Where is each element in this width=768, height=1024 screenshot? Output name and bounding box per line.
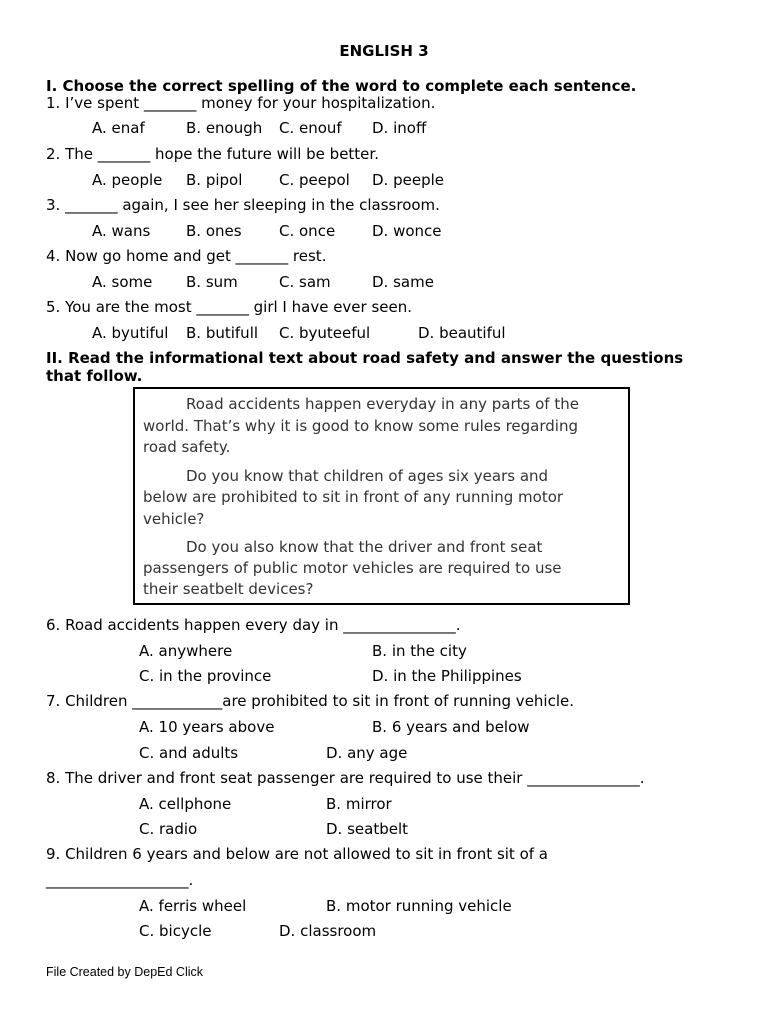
q6-option-b: B. in the city <box>372 642 467 660</box>
q9-answer-blank: ___________________. <box>46 871 194 889</box>
question-7: 7. Children ____________are prohibited to sit in front of running vehicle. <box>46 692 575 710</box>
q3-option-c: C. once <box>279 222 336 240</box>
q1-option-b: B. enough <box>186 119 263 137</box>
part2-heading-line2: that follow. <box>46 367 143 385</box>
question-3: 3. _______ again, I see her sleeping in the classroom. <box>46 196 440 214</box>
q9-option-a: A. ferris wheel <box>139 897 247 915</box>
q1-option-a: A. enaf <box>92 119 145 137</box>
question-2: 2. The _______ hope the future will be better. <box>46 145 379 163</box>
question-8: 8. The driver and front seat passenger are required to use their _______________. <box>46 769 645 787</box>
q8-option-c: C. radio <box>139 820 198 838</box>
passage-line: world. That’s why it is good to know some rules regarding <box>143 417 578 435</box>
q9-option-d: D. classroom <box>279 922 377 940</box>
passage-line: their seatbelt devices? <box>143 580 314 598</box>
passage-line: vehicle? <box>143 510 205 528</box>
question-1: 1. I’ve spent _______ money for your hospitalization. <box>46 94 436 112</box>
q7-option-d: D. any age <box>326 744 408 762</box>
q2-option-c: C. peepol <box>279 171 350 189</box>
q8-option-a: A. cellphone <box>139 795 232 813</box>
question-4: 4. Now go home and get _______ rest. <box>46 247 327 265</box>
q5-option-b: B. butifull <box>186 324 259 342</box>
passage-line: Do you also know that the driver and front seat <box>186 538 543 556</box>
passage-line: Do you know that children of ages six years and <box>186 467 549 485</box>
worksheet-title: ENGLISH 3 <box>339 42 429 60</box>
q5-option-a: A. byutiful <box>92 324 169 342</box>
q7-option-c: C. and adults <box>139 744 239 762</box>
q1-option-d: D. inoff <box>372 119 427 137</box>
q8-option-b: B. mirror <box>326 795 392 813</box>
question-5: 5. You are the most _______ girl I have ever seen. <box>46 298 413 316</box>
q4-option-a: A. some <box>92 273 153 291</box>
q3-option-d: D. wonce <box>372 222 442 240</box>
q4-option-d: D. same <box>372 273 434 291</box>
q8-option-d: D. seatbelt <box>326 820 409 838</box>
q7-option-b: B. 6 years and below <box>372 718 530 736</box>
passage-line: below are prohibited to sit in front of any running motor <box>143 488 564 506</box>
q3-option-b: B. ones <box>186 222 242 240</box>
q4-option-c: C. sam <box>279 273 331 291</box>
q9-option-b: B. motor running vehicle <box>326 897 512 915</box>
footer-credit: File Created by DepEd Click <box>46 965 204 979</box>
passage-line: passengers of public motor vehicles are required to use <box>143 559 562 577</box>
q6-option-d: D. in the Philippines <box>372 667 522 685</box>
q4-option-b: B. sum <box>186 273 238 291</box>
passage-line: road safety. <box>143 438 231 456</box>
q6-option-c: C. in the province <box>139 667 272 685</box>
q5-option-d: D. beautiful <box>418 324 506 342</box>
q5-option-c: C. byuteeful <box>279 324 371 342</box>
q6-option-a: A. anywhere <box>139 642 233 660</box>
part1-heading: I. Choose the correct spelling of the word to complete each sentence. <box>46 77 637 95</box>
question-9: 9. Children 6 years and below are not allowed to sit in front sit of a <box>46 845 548 863</box>
part2-heading-line1: II. Read the informational text about road safety and answer the questions <box>46 349 684 367</box>
q2-option-a: A. people <box>92 171 163 189</box>
q9-option-c: C. bicycle <box>139 922 212 940</box>
reading-passage-box <box>133 387 630 605</box>
q2-option-d: D. peeple <box>372 171 444 189</box>
passage-line: Road accidents happen everyday in any parts of the <box>186 395 579 413</box>
q3-option-a: A. wans <box>92 222 151 240</box>
question-6: 6. Road accidents happen every day in _______________. <box>46 616 461 634</box>
q1-option-c: C. enouf <box>279 119 342 137</box>
q7-option-a: A. 10 years above <box>139 718 275 736</box>
q2-option-b: B. pipol <box>186 171 243 189</box>
